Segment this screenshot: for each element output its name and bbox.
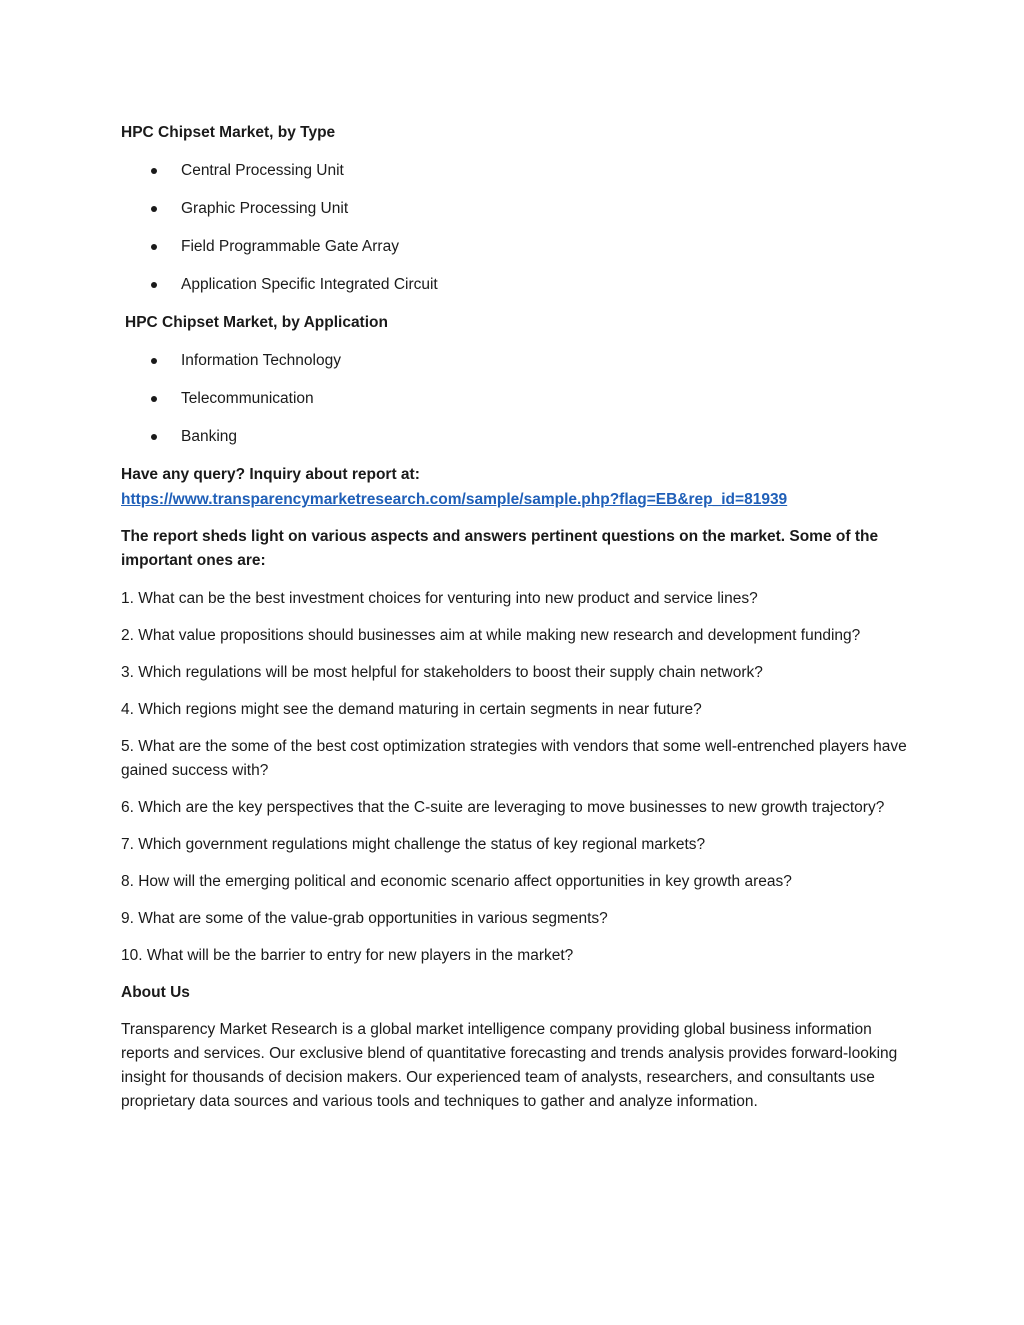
question-item: 1. What can be the best investment choices for venturing into new product and service lines? xyxy=(121,590,758,607)
list-item: Telecommunication xyxy=(121,387,911,411)
question-item: 9. What are some of the value-grab opportunities in various segments? xyxy=(121,910,608,927)
question-item: 5. What are the some of the best cost optimization strategies with vendors that some well-entrenched players have gained success with? xyxy=(121,738,907,779)
bullet-icon xyxy=(151,434,157,440)
inquiry-label: Have any query? Inquiry about report at: xyxy=(121,466,420,483)
question-item: 10. What will be the barrier to entry for new players in the market? xyxy=(121,947,574,964)
bullet-icon xyxy=(151,206,157,212)
bullet-icon xyxy=(151,168,157,174)
intro-text: The report sheds light on various aspects and answers pertinent questions on the market. Some of the important ones are: xyxy=(121,528,879,569)
about-body: Transparency Market Research is a global market intelligence company providing global business information reports and services. Our exclusive blend of quantitative forecasting and trends analysis provides forward-looking insight for thousands of decision makers. Our experienced team of analysts, researchers, and consultants use proprietary data sources and various tools and techniques to gather and analyze information. xyxy=(121,1021,898,1110)
list-item: Graphic Processing Unit xyxy=(121,197,911,221)
bullet-icon xyxy=(151,244,157,250)
document-page xyxy=(121,121,911,1114)
question-item: 6. Which are the key perspectives that the C-suite are leveraging to move businesses to new growth trajectory? xyxy=(121,799,885,816)
about-heading: About Us xyxy=(121,984,190,1001)
question-item: 7. Which government regulations might challenge the status of key regional markets? xyxy=(121,836,706,853)
question-list xyxy=(121,587,911,968)
bullet-icon xyxy=(151,282,157,288)
application-heading: HPC Chipset Market, by Application xyxy=(125,314,388,331)
list-item: Banking xyxy=(121,425,911,449)
list-item: Application Specific Integrated Circuit xyxy=(121,273,911,297)
question-item: 8. How will the emerging political and economic scenario affect opportunities in key growth areas? xyxy=(121,873,792,890)
list-item: Field Programmable Gate Array xyxy=(121,235,911,259)
question-item: 3. Which regulations will be most helpful for stakeholders to boost their supply chain network? xyxy=(121,664,763,681)
bullet-icon xyxy=(151,396,157,402)
question-item: 2. What value propositions should businesses aim at while making new research and development funding? xyxy=(121,627,861,644)
list-item: Information Technology xyxy=(121,349,911,373)
type-list xyxy=(121,159,911,297)
type-heading: HPC Chipset Market, by Type xyxy=(121,124,336,141)
question-item: 4. Which regions might see the demand maturing in certain segments in near future? xyxy=(121,701,702,718)
application-list xyxy=(121,349,911,449)
list-item: Central Processing Unit xyxy=(121,159,911,183)
bullet-icon xyxy=(151,358,157,364)
inquiry-link-line xyxy=(121,488,911,512)
inquiry-link[interactable]: https://www.transparencymarketresearch.com/sample/sample.php?flag=EB&rep_id=81939 xyxy=(121,491,788,508)
